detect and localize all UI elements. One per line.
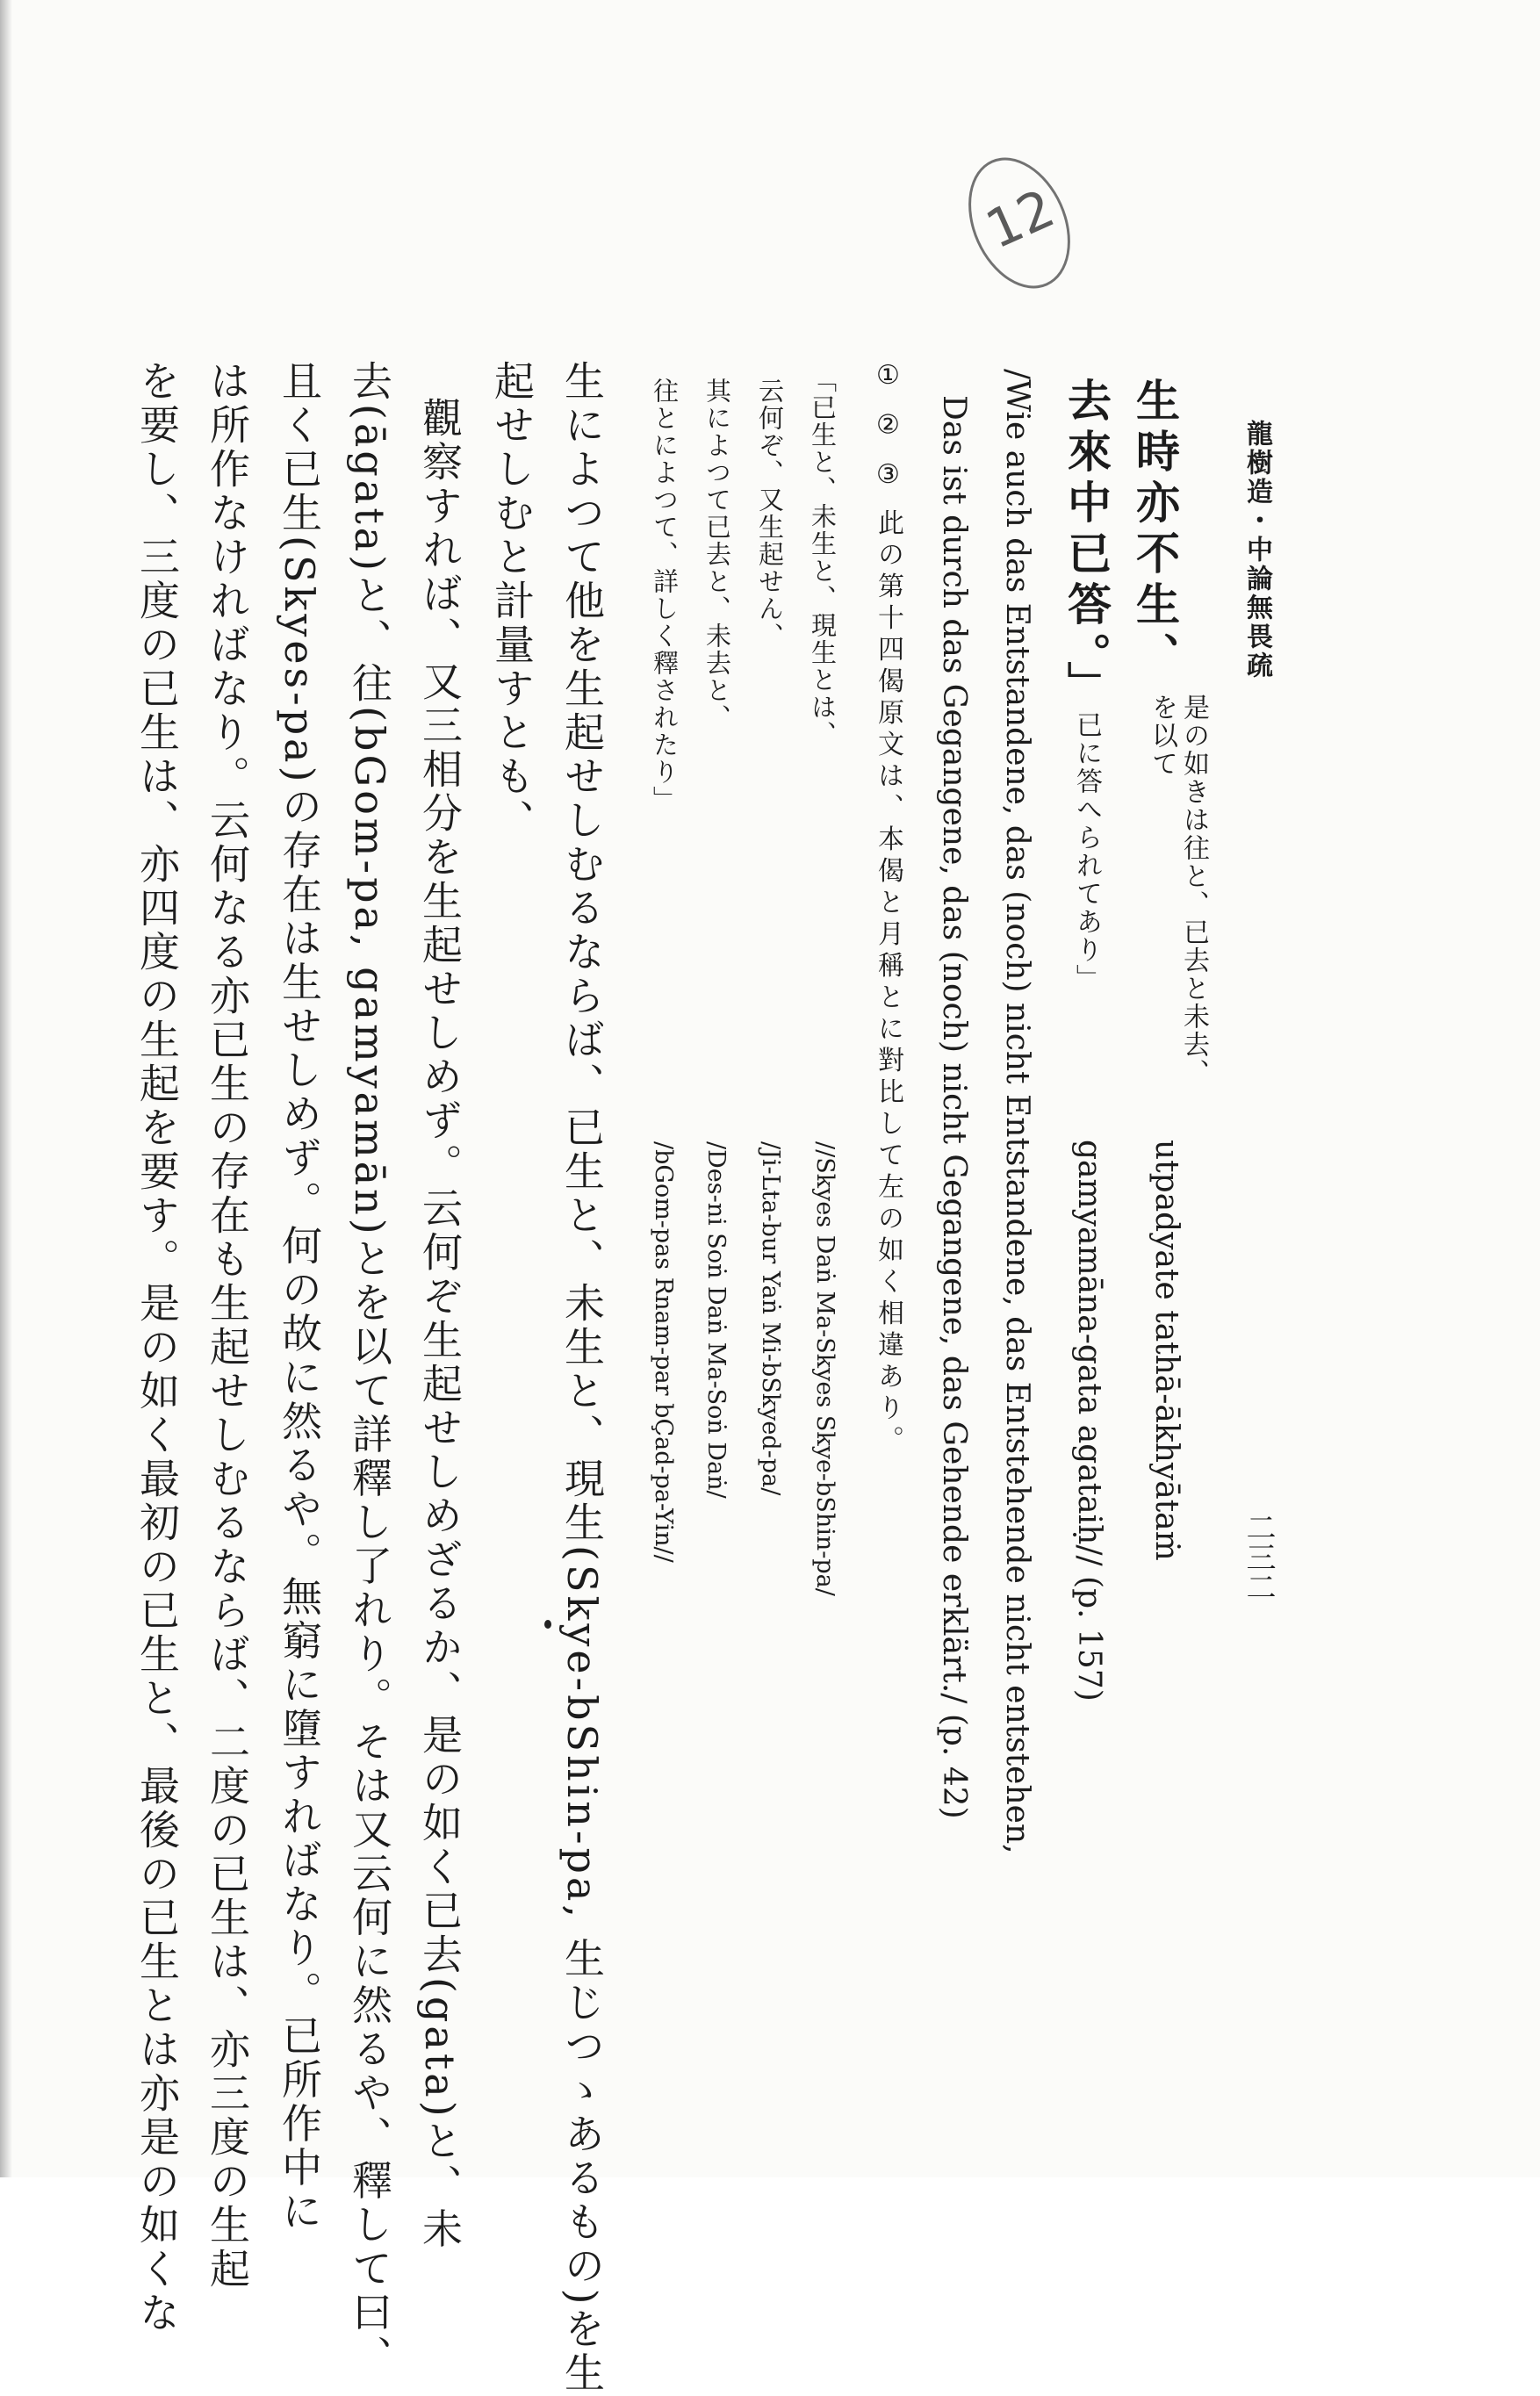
note-row-1-jp: 「已生と、未生と、現生とは、 [808,367,838,748]
body-line-1: 生によつて他を生起せしむるならば、已生と、未生と、現生(Skye-bShin-pa, 生じつゝあるもの)を生 [558,360,606,2396]
note-row-2-tib: /Ji-Lta-bur Yaṅ Mi-bSkyed-pa/ [757,1141,784,1496]
note-intro: ① ② ③ 此の第十四偈原文は、本偈と月稱とに對比して左の如く相違あり。 [873,360,903,1457]
note-row-1-tib: //Skyes Daṅ Ma-Skyes Skye-bShin-pa/ [811,1141,838,1596]
scan-edge-shadow [0,0,12,2177]
body-line-6: は所作なければなり。云何なる亦已生の存在も生起せしむるならば、二度の已生は、亦三度の生起 [204,360,251,2292]
german-line-2: Das ist durch das Gegangene, das (noch) nicht Gegangene, das Gehende erklärt./ (p. 42) [936,395,972,1819]
note-row-4-tib: /bGom-pas Rnam-par bÇad-pa-Yin// [650,1141,677,1563]
verse-line-2-gloss: 已に答へられてあり」 [1071,711,1102,992]
verse-line-1: 生時亦不生、 [1129,378,1181,683]
verse-line-1-gloss-b: を以て [1147,694,1177,778]
german-line-1: /Wie auch das Entstandene, das (noch) nicht Entstandene, das Entstehende nicht entstehen, [999,369,1035,1854]
note-row-3-jp: 其によつて已去と、未去と、 [702,378,732,731]
handwritten-number: 12 [977,177,1064,262]
running-title: 龍樹造・中論無畏疏 [1241,420,1272,680]
body-line-4: 去(āgata)と、往(bGom-pa, gamyamān)とを以て詳釋し了れり。そは又云何に然るや、釋して曰、 [346,360,393,2379]
note-row-3-tib: /Des-ni Soṅ Daṅ Ma-Soṅ Daṅ/ [702,1141,730,1499]
note-row-4-jp: 往とによつて、詳しく釋されたり」 [650,378,680,813]
body-line-3: 觀察すれば、又三相分を生起せしめず。云何ぞ生起せしめざるか、是の如く已去(gata)と、未 [416,397,464,2252]
page-number: 二三二 [1241,1512,1276,1601]
ink-speck [544,1620,551,1629]
note-row-2-jp: 云何ぞ、又生起せん、 [755,378,785,650]
body-line-5: 且く已生(Skyes-pa)の存在は生せしめず。何の故に然るや。無窮に墮すればなり。已所作中に [276,360,323,2234]
body-line-2: 起せしむと計量すとも、 [488,360,536,843]
verse-line-1-gloss-a: 是の如きは往と、已去と未去、 [1178,694,1209,1087]
verse-line-2: 去來中已答。」 [1061,378,1112,712]
verse-line-1-sanskrit: utpadyate tathā-ākhyātaṁ [1148,1140,1184,1561]
body-line-7: を要し、三度の已生は、亦四度の生起を要す。是の如く最初の已生と、最後の已生とは亦是の如くな [133,360,181,2335]
verse-line-2-sanskrit: gamyamāna-gata agataiḥ// (p. 157) [1071,1140,1107,1702]
